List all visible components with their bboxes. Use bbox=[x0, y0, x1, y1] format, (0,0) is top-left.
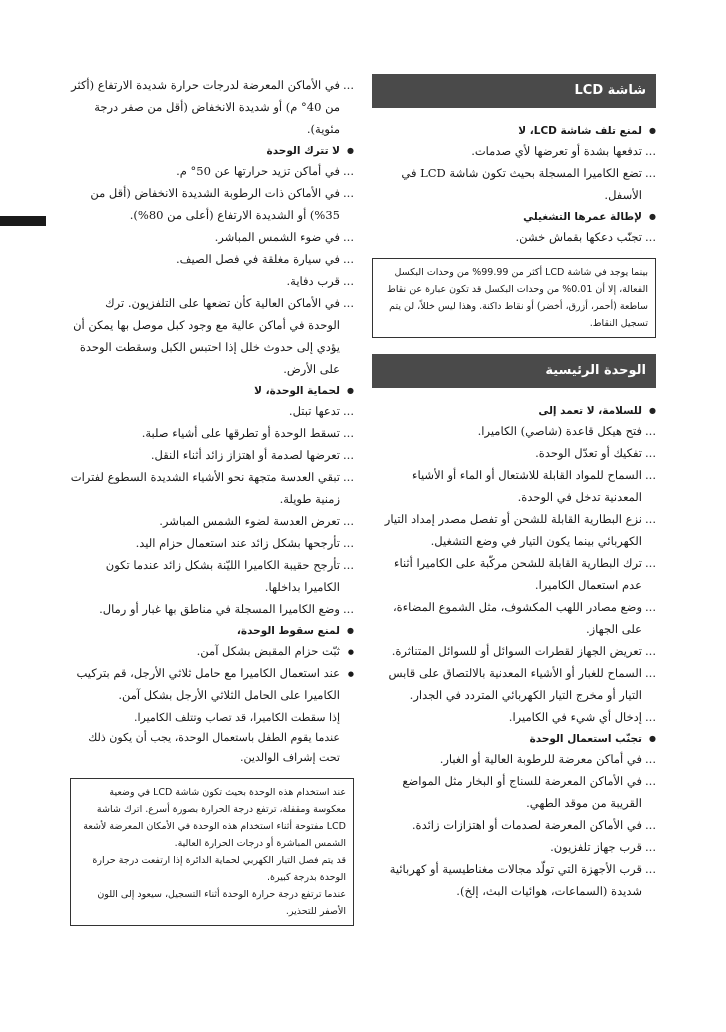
safety-list bbox=[372, 420, 656, 728]
heat-note-text: قد يتم فصل التيار الكهربي لحماية الدائرة إذا ارتفعت درجة حرارة الوحدة بدرجة كبيرة. bbox=[92, 855, 346, 883]
avoid-list bbox=[372, 748, 656, 902]
list-item: ● عند استعمال الكاميرا مع حامل ثلاثي الأرجل، قم بتركيب الكاميرا على الحامل الثلاثي الأرجل بشكل آمن. bbox=[70, 662, 354, 706]
lcd-life-list bbox=[372, 226, 656, 248]
list-item: ... في الأماكن المعرضة لصدمات أو اهتزازات زائدة. bbox=[372, 814, 656, 836]
list-item: ... تعرض العدسة لضوء الشمس المباشر. bbox=[70, 510, 354, 532]
list-item: ... في أماكن معرضة للرطوبة العالية أو الغبار. bbox=[372, 748, 656, 770]
list-item: ... تدعها تبتل. bbox=[70, 400, 354, 422]
list-item: ... قرب الأجهزة التي تولّد مجالات مغناطيسية أو كهربائية شديدة (السماعات، هوائيات البث، إلخ). bbox=[372, 858, 656, 902]
list-item: ... في الأماكن العالية كأن تضعها على التلفزيون. ترك الوحدة في أماكن عالية مع وجود كبل موصل بها يمكن أن يؤدي إلى حدوث خلل إذا احتبس الكبل وسقطت الوحدة على الأرض. bbox=[70, 292, 354, 380]
list-item: ... تسقط الوحدة أو تطرقها على أشياء صلبة. bbox=[70, 422, 354, 444]
protect-heading: ● لحماية الوحدة، لا bbox=[70, 382, 354, 400]
pixel-note-box bbox=[372, 258, 656, 338]
leave-list bbox=[70, 160, 354, 380]
list-item: ... تجنّب دعكها بقماش خشن. bbox=[372, 226, 656, 248]
list-item: ● ثبّت حزام المقبض بشكل آمن. bbox=[70, 640, 354, 662]
list-item: ... قرب جهاز تلفزيون. bbox=[372, 836, 656, 858]
pixel-note-text: بينما يوجد في شاشة LCD أكثر من 99.99% من وحدات البكسل الفعالة، إلا أن 0.01% من وحدات البكسل قد تكون عبارة عن نقاط ساطعة (أحمر، أزرق، أخضر) أو نقاط داكنة. وهذا ليس خللاً، لن يتم تسجيل النقاط. bbox=[387, 267, 648, 329]
safety-heading: ● للسلامة، لا تعمد إلى bbox=[372, 402, 656, 420]
list-item: ... إدخال أي شيء في الكاميرا. bbox=[372, 706, 656, 728]
list-item: ... في الأماكن المعرضة للسناج أو البخار مثل المواضع القريبة من موقد الطهي. bbox=[372, 770, 656, 814]
list-item: ... تبقي العدسة متجهة نحو الأشياء الشديدة السطوع لفترات زمنية طويلة. bbox=[70, 466, 354, 510]
list-item: ... تعرضها لصدمة أو اهتزاز زائد أثناء النقل. bbox=[70, 444, 354, 466]
list-item: ... تأرجحها بشكل زائد عند استعمال حزام اليد. bbox=[70, 532, 354, 554]
list-item: ... في ضوء الشمس المباشر. bbox=[70, 226, 354, 248]
heat-note-box bbox=[70, 778, 354, 926]
list-item: ... فتح هيكل قاعدة (شاصي) الكاميرا. bbox=[372, 420, 656, 442]
list-item: ... في أماكن تزيد حرارتها عن 50° م. bbox=[70, 160, 354, 182]
list-item: ... تضع الكاميرا المسجلة بحيث تكون شاشة LCD في الأسفل. bbox=[372, 162, 656, 206]
list-item: ... في الأماكن ذات الرطوبة الشديدة الانخفاض (أقل من 35%) أو الشديدة الارتفاع (أعلى من 80%). bbox=[70, 182, 354, 226]
page-edge-marker bbox=[0, 216, 46, 226]
lcd-damage-list bbox=[372, 140, 656, 206]
list-item: ... نزع البطارية القابلة للشحن أو تفصل مصدر إمداد التيار الكهربائي بينما يكون التيار في وضع التشغيل. bbox=[372, 508, 656, 552]
drop-list bbox=[70, 640, 354, 706]
list-item: ... قرب دفاية. bbox=[70, 270, 354, 292]
list-item: ... تأرجح حقيبة الكاميرا الليّنة بشكل زائد عندما تكون الكاميرا بداخلها. bbox=[70, 554, 354, 598]
list-item: ... في الأماكن المعرضة لدرجات حرارة شديدة الارتفاع (أكثر من 40° م) أو شديدة الانخفاض (أقل من صفر درجة مئوية). bbox=[70, 74, 354, 140]
heat-note-text: عندما ترتفع درجة حرارة الوحدة أثناء التسجيل، سيعود إلى اللون الأصفر للتحذير. bbox=[97, 889, 346, 917]
list-item: ... تفكيك أو تعدّل الوحدة. bbox=[372, 442, 656, 464]
avoid-heading: ● تجنّب استعمال الوحدة bbox=[372, 730, 656, 748]
list-item: ... السماح للمواد القابلة للاشتعال أو الماء أو الأشياء المعدنية تدخل في الوحدة. bbox=[372, 464, 656, 508]
list-item: ... في سيارة مغلقة في فصل الصيف. bbox=[70, 248, 354, 270]
leave-heading: ● لا تترك الوحدة bbox=[70, 142, 354, 160]
protect-list bbox=[70, 400, 354, 620]
list-item: ... تعريض الجهاز لقطرات السوائل أو للسوائل المتناثرة. bbox=[372, 640, 656, 662]
drop-notes bbox=[70, 708, 354, 768]
list-item: ... تدفعها بشدة أو تعرضها لأي صدمات. bbox=[372, 140, 656, 162]
list-item: ... السماح للغبار أو الأشياء المعدنية بالالتصاق على قابس التيار أو مخرج التيار الكهربائي المتردد في الجدار. bbox=[372, 662, 656, 706]
drop-note: عندما يقوم الطفل باستعمال الوحدة، يجب أن يكون ذلك تحت إشراف الوالدين. bbox=[88, 731, 340, 764]
list-item: ... وضع الكاميرا المسجلة في مناطق بها غبار أو رمال. bbox=[70, 598, 354, 620]
drop-note: إذا سقطت الكاميرا، قد تصاب وتتلف الكاميرا. bbox=[133, 711, 340, 724]
left-column bbox=[70, 74, 354, 942]
lcd-damage-heading: ● لمنع تلف شاشة LCD، لا bbox=[372, 122, 656, 140]
continued-list bbox=[70, 74, 354, 140]
lcd-section-title: شاشة LCD bbox=[372, 74, 656, 108]
heat-note-text: عند استخدام هذه الوحدة بحيث تكون شاشة LCD في وضعية معكوسة ومقفلة، ترتفع درجة الحرارة بصورة أسرع. اترك شاشة LCD مفتوحة أثناء استخدام هذه الوحدة في الأمكان المعرضة لأشعة الشمس المباشرة أو درجات الحرارة العالية. bbox=[83, 787, 346, 849]
lcd-life-heading: ● لإطالة عمرها التشغيلي bbox=[372, 208, 656, 226]
list-item: ... وضع مصادر اللهب المكشوف، مثل الشموع المضاءة، على الجهاز. bbox=[372, 596, 656, 640]
drop-heading: ● لمنع سقوط الوحدة، bbox=[70, 622, 354, 640]
right-column bbox=[372, 74, 656, 904]
list-item: ... ترك البطارية القابلة للشحن مركّبة على الكاميرا أثناء عدم استعمال الكاميرا. bbox=[372, 552, 656, 596]
main-unit-section-title: الوحدة الرئيسية bbox=[372, 354, 656, 388]
